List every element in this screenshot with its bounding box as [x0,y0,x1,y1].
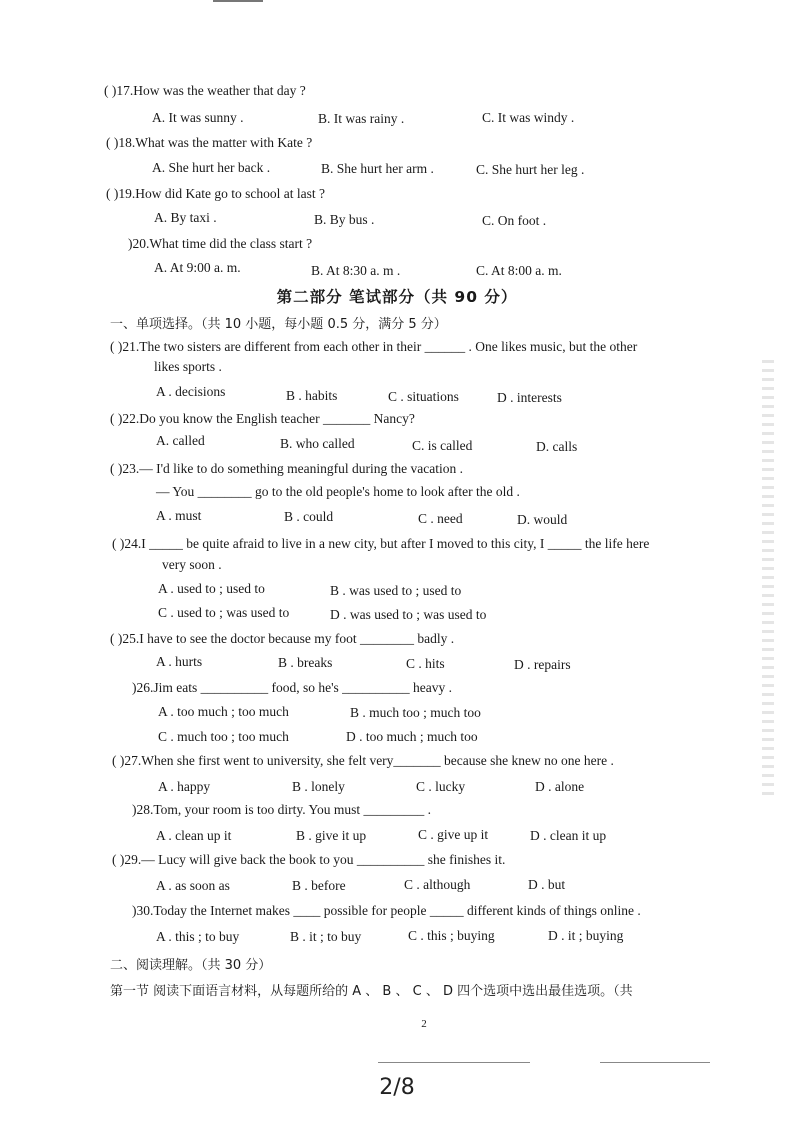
question-24-option-d: D . was used to ; was used to [330,607,487,622]
question-19-stem: ( )19.How did Kate go to school at last ? [106,186,325,201]
question-23-stem: ( )23.— I'd like to do something meaningful during the vacation . [110,461,463,476]
top-edge-line [213,0,263,2]
question-24-stem: ( )24.I _____ be quite afraid to live in a new city, but after I moved to this city, I _____ the life here [112,536,650,551]
scan-edge-artifact [762,360,774,800]
question-28-option-b: B . give it up [296,828,367,843]
question-21-option-d: D . interests [497,390,562,405]
section-two-heading: 二、阅读理解。（共 30 分） [110,958,272,973]
question-17-option-b: B. It was rainy . [318,111,405,126]
question-18-option-b: B. She hurt her arm . [321,161,434,176]
section-one-heading: 一、单项选择。（共 10 小题，每小题 0.5 分，满分 5 分） [110,317,447,332]
page-number: 2 [421,1018,427,1030]
question-19-option-c: C. On foot . [482,213,547,228]
question-29-option-a: A . as soon as [156,878,230,893]
question-28-stem: )28.Tom, your room is too dirty. You must _________ . [132,802,431,817]
question-22-option-c: C. is called [412,438,473,453]
question-24-option-a: A . used to ; used to [158,581,265,596]
question-29-option-d: D . but [528,877,566,892]
question-23-option-b: B . could [284,509,334,524]
bottom-rule-right [600,1062,710,1063]
question-26-option-d: D . too much ; much too [346,729,478,744]
question-26-option-c: C . much too ; too much [158,729,289,744]
question-26-option-b: B . much too ; much too [350,705,481,720]
question-25-option-b: B . breaks [278,655,333,670]
question-24-option-b: B . was used to ; used to [330,583,462,598]
part-two-title: 第二部分 笔试部分（共 90 分） [276,288,518,306]
question-28-option-c: C . give up it [418,827,489,842]
question-22-option-a: A. called [156,433,205,448]
question-19-option-a: A. By taxi . [154,210,217,225]
bottom-rule [378,1062,530,1063]
page-indicator: 2/8 [379,1075,415,1100]
question-23-option-a: A . must [156,508,202,523]
question-25-option-a: A . hurts [156,654,203,669]
question-20-option-c: C. At 8:00 a. m. [476,263,562,278]
question-23-option-d: D. would [517,512,568,527]
question-22-option-d: D. calls [536,439,578,454]
question-21-option-b: B . habits [286,388,338,403]
question-28-option-a: A . clean up it [156,828,232,843]
question-30-option-d: D . it ; buying [548,928,624,943]
question-25-option-d: D . repairs [514,657,571,672]
question-18-stem: ( )18.What was the matter with Kate ? [106,135,313,150]
question-17-stem: ( )17.How was the weather that day ? [104,83,306,98]
question-27-option-a: A . happy [158,779,211,794]
question-27-option-b: B . lonely [292,779,345,794]
question-28-option-d: D . clean it up [530,828,607,843]
question-21-stem-continued: likes sports . [154,359,222,374]
question-26-option-a: A . too much ; too much [158,704,289,719]
question-25-option-c: C . hits [406,656,445,671]
question-30-option-c: C . this ; buying [408,928,495,943]
question-18-option-a: A. She hurt her back . [152,160,271,175]
question-30-option-b: B . it ; to buy [290,929,362,944]
question-20-option-a: A. At 9:00 a. m. [154,260,241,275]
question-30-option-a: A . this ; to buy [156,929,240,944]
question-24-stem-continued: very soon . [162,557,222,572]
question-20-stem: )20.What time did the class start ? [128,236,313,251]
question-27-option-c: C . lucky [416,779,466,794]
question-26-stem: )26.Jim eats __________ food, so he's __________ heavy . [132,680,453,695]
question-19-option-b: B. By bus . [314,212,375,227]
question-22-stem: ( )22.Do you know the English teacher _______ Nancy? [110,411,415,426]
question-21-option-a: A . decisions [156,384,226,399]
question-23-option-c: C . need [418,511,463,526]
question-25-stem: ( )25.I have to see the doctor because my foot ________ badly . [110,631,455,646]
question-17-option-c: C. It was windy . [482,110,575,125]
question-27-option-d: D . alone [535,779,585,794]
question-29-stem: ( )29.— Lucy will give back the book to you __________ she finishes it. [112,852,506,867]
question-29-option-c: C . although [404,877,471,892]
question-21-option-c: C . situations [388,389,459,404]
question-29-option-b: B . before [292,878,346,893]
question-24-option-c: C . used to ; was used to [158,605,290,620]
question-18-option-c: C. She hurt her leg . [476,162,585,177]
question-21-stem: ( )21.The two sisters are different from each other in their ______ . One likes music, but the other [110,339,638,354]
section-two-subheading: 第一节 阅读下面语言材料，从每题所给的 A 、 B 、 C 、 D 四个选项中选出最佳选项。（共 [110,984,633,999]
question-22-option-b: B. who called [280,436,355,451]
question-27-stem: ( )27.When she first went to university, she felt very_______ because she knew no one here . [112,753,614,768]
question-20-option-b: B. At 8:30 a. m . [311,263,401,278]
question-23-stem-continued: — You ________ go to the old people's home to look after the old . [156,484,520,499]
question-17-option-a: A. It was sunny . [152,110,244,125]
question-30-stem: )30.Today the Internet makes ____ possible for people _____ different kinds of things online . [132,903,641,918]
